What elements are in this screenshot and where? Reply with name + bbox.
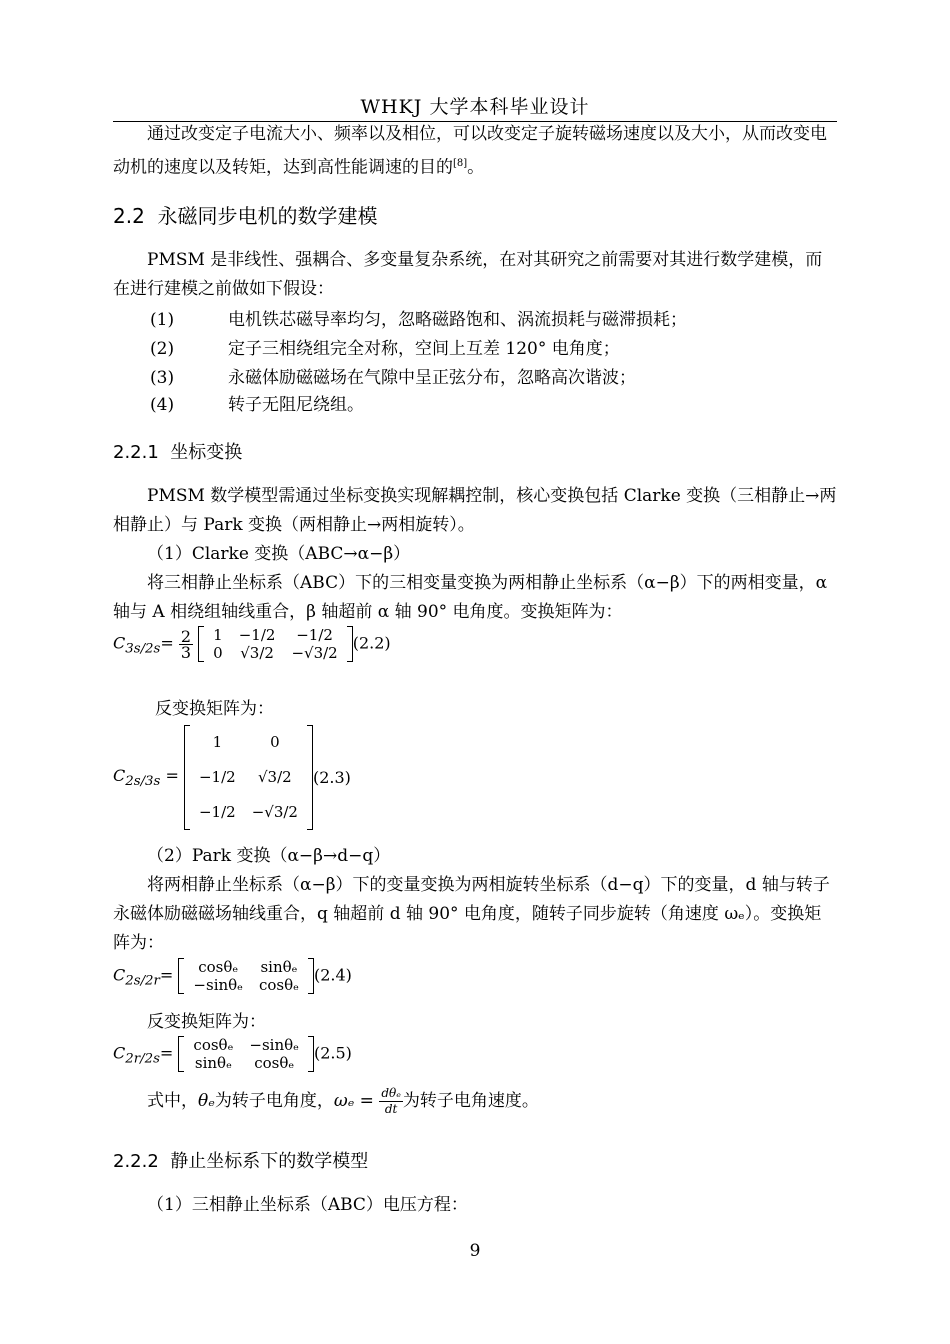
page-header: WHKJ 大学本科毕业设计 [360,96,590,118]
section-2-2-1-heading: 2.2.1 坐标变换 [113,442,243,463]
assumption-1: (1) 电机铁芯磁导率均匀，忽略磁路饱和、涡流损耗与磁滞损耗； [150,310,687,330]
assumption-3: (3) 永磁体励磁磁场在气隙中呈正弦分布，忽略高次谐波； [150,368,636,388]
intro-paragraph: 通过改变定子电流大小、频率以及相位，可以改变定子旋转磁场速度以及大小，从而改变电动机的速度以及转矩，达到高性能调速的目的[8]。 [113,124,827,178]
equation-2-2: $C_{3s/2s}=$ $\frac{2}{3}$ 1 −1/2 −1/2 0 √3/2 −√3/2 (2.2) [113,626,391,662]
inverse-label-1: 反变换矩阵为： [155,699,274,719]
equation-2-4: $C_{2s/2r}=$ cosθₑ sinθₑ −sinθₑ cosθₑ (2.4) [113,958,352,994]
section-2-2-paragraph: PMSM 是非线性、强耦合、多变量复杂系统，在对其研究之前需要对其进行数学建模，而在进行建模之前做如下假设： [113,250,823,299]
matrix: 1 0 −1/2 √3/2 −1/2 −√3/2 [184,725,313,830]
section-2-2-heading: 2.2 永磁同步电机的数学建模 [113,204,378,228]
equation-2-3: $C_{2s/3s}$ = 1 0 −1/2 √3/2 −1/2 −√3/2 (2.3) [113,725,351,830]
clarke-title: （1）Clarke 变换（ABC→α−β） [147,544,411,564]
equation-tag: (2.4) [313,965,352,985]
assumption-2: (2) 定子三相绕组完全对称，空间上互差 120° 电角度； [150,339,620,359]
equation-2-5: $C_{2r/2s}=$ cosθₑ −sinθₑ sinθₑ cosθₑ (2.5) [113,1036,352,1072]
section-2-2-1-paragraph: PMSM 数学模型需通过坐标变换实现解耦控制，核心变换包括 Clarke 变换（三相静止→两相静止）与 Park 变换（两相静止→两相旋转）。 [113,486,837,535]
equation-tag: (2.2) [352,633,391,653]
coefficient: $\frac{2}{3}$ [180,626,192,662]
section-2-2-2-heading: 2.2.2 静止坐标系下的数学模型 [113,1151,369,1172]
page-number: 9 [469,1241,481,1261]
where-paragraph: 式中，θₑ为转子电角度，ωₑ = $\frac{\text{dθₑ}}{dt}$ 为转子电角速度。 [147,1086,539,1116]
assumption-4: (4) 转子无阻尼绕组。 [150,395,364,415]
equation-tag: (2.3) [312,768,351,787]
park-paragraph: 将两相静止坐标系（α−β）下的变量变换为两相旋转坐标系（d−q）下的变量，d 轴与转子永磁体励磁磁场轴线重合，q 轴超前 d 轴 90° 电角度，随转子同步旋转（角速度 ωₑ）。变换矩阵为： [113,875,830,953]
park-title: （2）Park 变换（α−β→d−q） [147,846,391,866]
matrix: 1 −1/2 −1/2 0 √3/2 −√3/2 [198,626,353,662]
citation[interactable]: [8] [453,158,468,169]
equation-tag: (2.5) [313,1043,352,1063]
matrix: cosθₑ −sinθₑ sinθₑ cosθₑ [178,1036,314,1072]
matrix: cosθₑ sinθₑ −sinθₑ cosθₑ [178,958,314,994]
inverse-label-2: 反变换矩阵为： [147,1012,266,1032]
clarke-paragraph: 将三相静止坐标系（ABC）下的三相变量变换为两相静止坐标系（α−β）下的两相变量，α 轴与 A 相绕组轴线重合，β 轴超前 α 轴 90° 电角度。变换矩阵为： [113,573,828,622]
abc-voltage-title: （1）三相静止坐标系（ABC）电压方程： [147,1195,468,1215]
